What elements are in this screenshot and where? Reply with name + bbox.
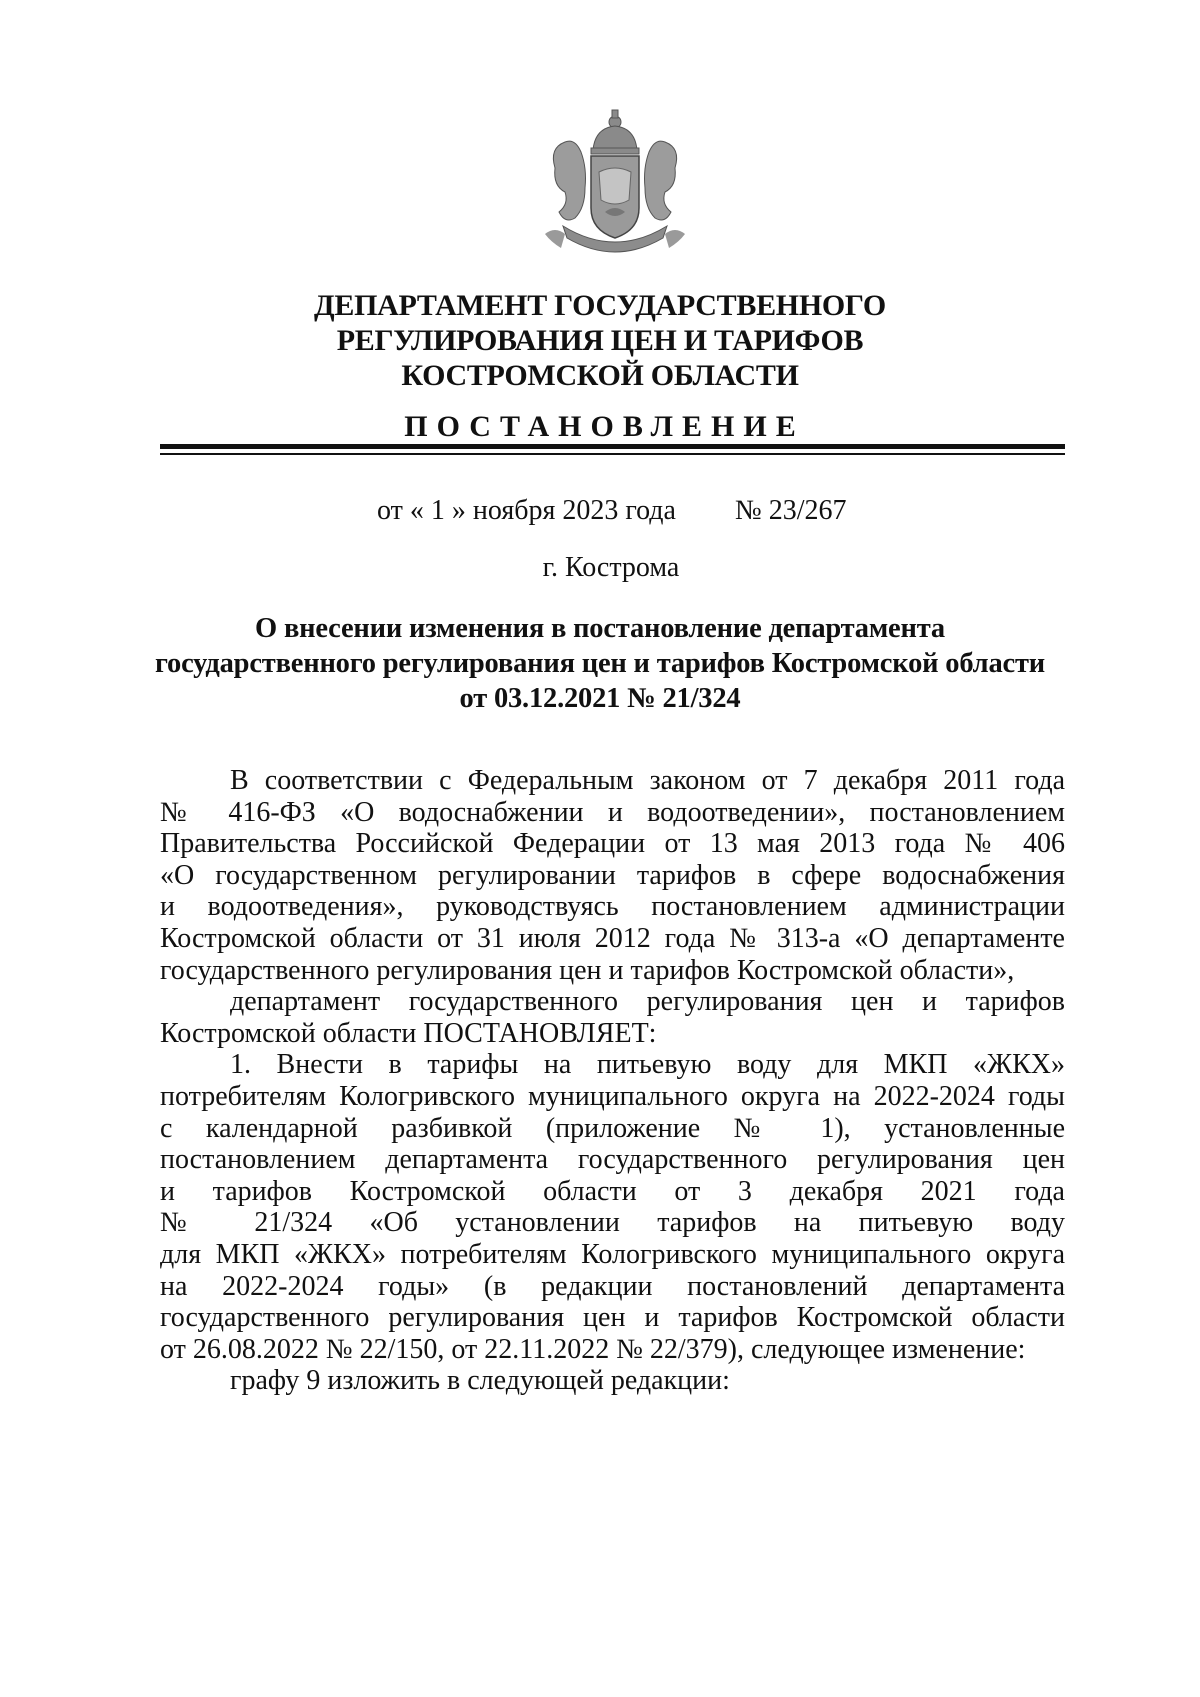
department-name-line: ДЕПАРТАМЕНТ ГОСУДАРСТВЕННОГО — [314, 289, 886, 322]
document-title-line: от 03.12.2021 № 21/324 — [459, 683, 741, 714]
body-line: № 21/324 «Об установлении тарифов на питьевую воду — [160, 1207, 1065, 1239]
document-title — [120, 611, 1080, 716]
body-line: 1. Внести в тарифы на питьевую воду для МКП «ЖКХ» — [230, 1049, 1065, 1081]
body-line: В соответствии с Федеральным законом от 7 декабря 2011 года — [230, 765, 1065, 796]
body-line: государственного регулирования цен и тарифов Костромской области», — [160, 954, 1015, 986]
document-city: г. Кострома — [542, 552, 680, 583]
body-line: потребителям Кологривского муниципального округа на 2022-2024 годы — [160, 1080, 1065, 1112]
department-name-line: РЕГУЛИРОВАНИЯ ЦЕН И ТАРИФОВ — [336, 324, 864, 357]
header-divider-thin — [160, 453, 1065, 455]
document-title-line: государственного регулирования цен и тарифов Костромской области — [155, 648, 1045, 679]
document-title-line: О внесении изменения в постановление департамента — [255, 613, 945, 644]
document-body — [160, 765, 1065, 1397]
body-line: Правительства Российской Федерации от 13 мая 2013 года № 406 — [160, 828, 1065, 860]
body-line: на 2022-2024 годы» (в редакции постановлений департамента — [160, 1270, 1065, 1302]
body-line: с календарной разбивкой (приложение № 1), установленные — [160, 1112, 1065, 1144]
document-number: № 23/267 — [735, 495, 847, 526]
body-line: графу 9 изложить в следующей редакции: — [230, 1365, 730, 1397]
body-line: Костромской области ПОСТАНОВЛЯЕТ: — [160, 1017, 657, 1049]
document-type: ПОСТАНОВЛЕНИЕ — [404, 410, 805, 443]
coat-of-arms-icon — [535, 108, 695, 258]
body-line: № 416-ФЗ «О водоснабжении и водоотведении», постановлением — [160, 796, 1065, 828]
body-line: от 26.08.2022 № 22/150, от 22.11.2022 № 22/379), следующее изменение: — [160, 1333, 1026, 1365]
department-name — [0, 288, 1200, 393]
header-divider-thick — [160, 444, 1065, 449]
body-line: и тарифов Костромской области от 3 декабря 2021 года — [160, 1175, 1065, 1207]
body-line: и водоотведения», руководствуясь постановлением администрации — [160, 891, 1065, 923]
body-line: департамент государственного регулирования цен и тарифов — [230, 986, 1065, 1018]
body-line: «О государственном регулировании тарифов в сфере водоснабжения — [160, 859, 1065, 891]
document-date: от « 1 » ноября 2023 года — [377, 495, 676, 526]
department-name-line: КОСТРОМСКОЙ ОБЛАСТИ — [401, 359, 799, 392]
body-line: государственного регулирования цен и тарифов Костромской области — [160, 1302, 1065, 1334]
body-line: Костромской области от 31 июля 2012 года № 313-а «О департаменте — [160, 922, 1065, 954]
body-line: постановлением департамента государственного регулирования цен — [160, 1144, 1065, 1176]
body-line: для МКП «ЖКХ» потребителям Кологривского муниципального округа — [160, 1238, 1065, 1270]
